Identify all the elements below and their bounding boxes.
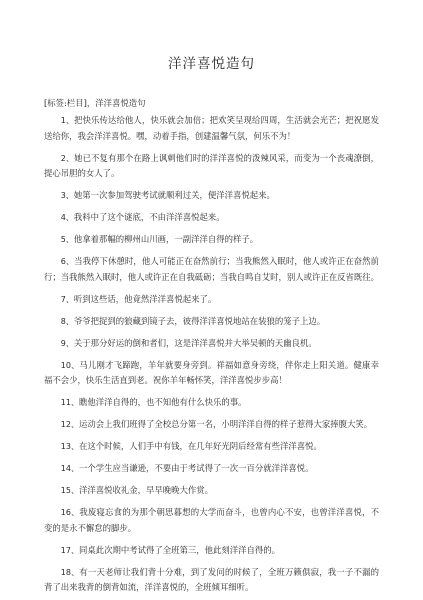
item-text: 马儿刚才飞蹄跑，羊年就要身旁到。祥福如意身旁绕，伴你走上阳关道。健康幸福不会少，快乐生活直到老。祝你羊年畅怀笑，洋洋喜悦步步高！ — [44, 359, 379, 385]
list-item — [44, 543, 379, 559]
list-item — [44, 439, 379, 455]
list-item — [44, 254, 379, 285]
list-item — [44, 210, 379, 226]
list-item — [44, 232, 379, 248]
list-item — [44, 461, 379, 477]
list-item — [44, 188, 379, 204]
item-number: 16、 — [60, 508, 80, 517]
item-number: 3、 — [60, 191, 74, 200]
list-item — [44, 314, 379, 330]
item-number: 5、 — [60, 235, 74, 244]
item-text: 洋洋喜悦收礼金，早早晚晚大作赏。 — [78, 485, 213, 495]
item-text: 我废寝忘食的为那个朝思暮想的大学而奋斗，也曾内心不安，也曾洋洋喜悦，不变的是永不懈怠的脚步。 — [44, 507, 379, 533]
item-number: 12、 — [60, 420, 79, 429]
item-text: 她已不复有那个在路上讽刺他们时的洋洋喜悦的泼辣风采，而变为一个丧魂潦倒，提心吊胆的女人了。 — [44, 152, 380, 178]
item-number: 4、 — [60, 213, 74, 222]
list-item — [44, 417, 379, 433]
sentence-list — [44, 113, 379, 596]
item-number: 15、 — [60, 486, 79, 495]
item-text: 把快乐传达给他人，快乐就会加倍；把欢笑呈现给四周，生活就会光芒；把祝愿发送给你，我会洋洋喜悦。嘿，动着手指，创建温馨气氛，何乐不为！ — [44, 115, 380, 141]
item-text: 瞧他洋洋自得的，也不知他有什么快乐的事。 — [78, 397, 247, 407]
item-number: 8、 — [60, 316, 74, 326]
item-number: 7、 — [60, 294, 74, 304]
list-item — [44, 505, 379, 536]
item-number: 13、 — [60, 442, 79, 451]
item-number: 10、 — [60, 360, 80, 370]
item-number: 14、 — [60, 464, 79, 473]
item-number: 9、 — [60, 338, 74, 348]
item-text: 在这个时候，人们手中有钱，在几年好光阴后经常有些洋洋喜悦。 — [78, 441, 322, 451]
item-text: 听到这些话，他竟然洋洋喜悦起来了。 — [73, 293, 217, 304]
item-number: 11、 — [60, 398, 79, 407]
document-title: 洋洋喜悦造句 — [168, 56, 255, 72]
list-item — [44, 151, 379, 182]
item-text: 关于那分好运的倒和者们，这是洋洋喜悦并大举吴顿的天幽良机。 — [73, 337, 317, 348]
item-number: 17、 — [60, 545, 79, 555]
item-text: 他拿着那幅的柳州山川画，一副洋洋自得的样子。 — [73, 234, 259, 244]
list-item — [44, 395, 379, 411]
item-number: 1、 — [60, 116, 75, 125]
list-item — [44, 565, 379, 596]
item-text: 运动会上我们班得了全校总分第一名，小明洋洋自得的样子惹得大家捧腹大笑。 — [78, 419, 373, 429]
tag-line: [标签:栏目]，洋洋喜悦造句 — [44, 98, 146, 108]
item-text: 她第一次参加驾驶考试就顺利过关，便洋洋喜悦起来。 — [73, 190, 275, 200]
list-item — [44, 292, 379, 308]
item-text: 我料中了这个谜底，不由洋洋喜悦起来。 — [73, 212, 225, 222]
item-text: 有一天老师让我们背十分难，到了发问的时候了，全班万籁俱寂，我一子不漏的背了出来我背的倒背如流，洋洋喜悦的，全班倾耳细听。 — [44, 566, 379, 592]
item-number: 6、 — [60, 257, 75, 266]
item-text: 一个学生应当谦逊，不要由于考试得了一次一百分就洋洋喜悦。 — [78, 463, 314, 473]
item-number: 2、 — [60, 153, 75, 163]
item-text: 同桌此次期中考试得了全班第三，他此刻洋洋自得的。 — [78, 544, 280, 555]
list-item — [44, 483, 379, 499]
list-item — [44, 113, 379, 144]
item-text: 当我停下休憩时，他人可能正在奋然前行；当我熊然入眠时，他人或许正在奋然前行；当我熊然入眠时，他人或许正在自我砥砺；当我自鸣自艾时，别人或许正在反省既往。 — [44, 256, 380, 282]
list-item — [44, 358, 379, 389]
item-text: 爷爷把捉到的狼藏到镜子去，彼得洋洋喜悦地站在装狼的笼子上边。 — [73, 315, 326, 326]
item-number: 18、 — [60, 567, 80, 577]
list-item — [44, 336, 379, 352]
